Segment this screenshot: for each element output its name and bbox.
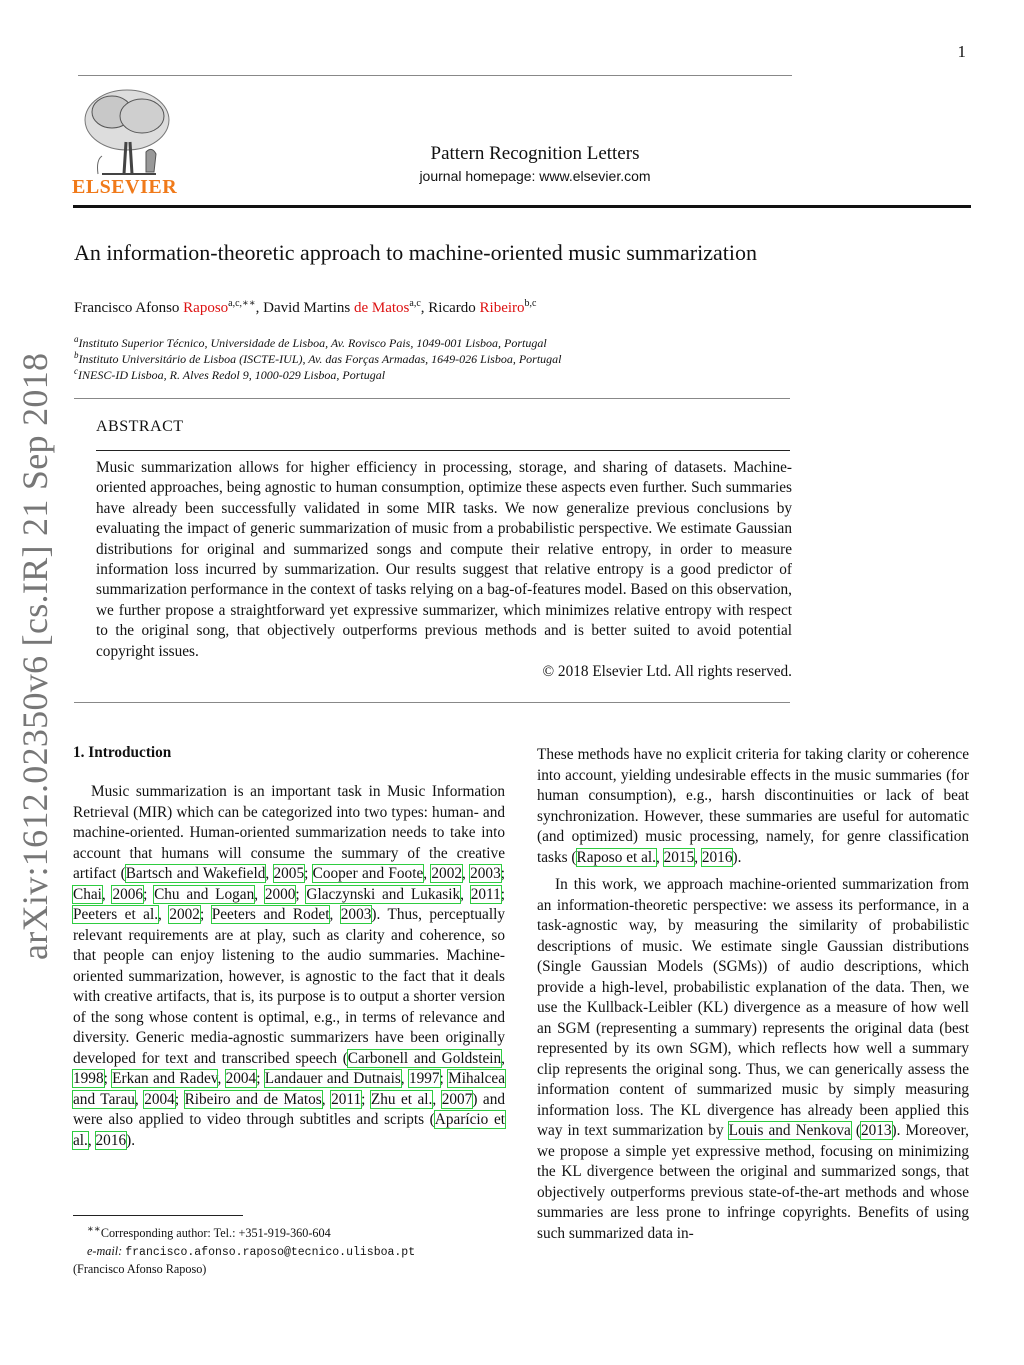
- citation-link[interactable]: Zhu et al.: [370, 1090, 433, 1108]
- author-link-raposo[interactable]: Raposo: [183, 300, 229, 316]
- paragraph-text: These methods have no explicit criteria for taking clarity or coherence into account, yielding undesirable effects in the music summaries (for human consumption), e.g., harsh discontinuities or lack of beat synchronization. However, these summaries are useful for automatic (and optimized) music processing, namely, for genre classification tasks (: [537, 746, 969, 866]
- citation-link[interactable]: 2011: [331, 1090, 362, 1108]
- citation-link[interactable]: Chu and Logan: [154, 885, 255, 903]
- citation-link[interactable]: Carbonell and Goldstein: [347, 1049, 502, 1067]
- footnote-line: [73, 1221, 505, 1243]
- footnote-text: Corresponding author: Tel.: +351-919-360-604: [100, 1226, 331, 1241]
- elsevier-wordmark: ELSEVIER: [72, 176, 178, 198]
- paragraph-text: ). Thus, perceptually relevant requirements are at play, such as clarity and coherence, so that people can enjoy listening to the audio summaries. Machine-oriented summarization, however, is agnostic to the fact that it deals with creative artifacts, that is, its purpose is to output a shorter version of the song whose content is optimal, e.g., in terms of relevance and diversity. Generic media-agnostic summarizers have been originally developed for text and transcribed speech (: [73, 906, 505, 1067]
- citation-link[interactable]: 2016: [95, 1131, 127, 1149]
- abstract-heading-rule: [96, 450, 790, 451]
- citation-link[interactable]: 2015: [663, 848, 695, 866]
- header-top-rule: [78, 75, 792, 76]
- author-affil-sup: a,c: [409, 298, 421, 309]
- citation-link[interactable]: Louis and Nenkova: [728, 1122, 851, 1139]
- citation-link[interactable]: Aparício et al.: [73, 1111, 505, 1149]
- author-list: [74, 298, 536, 317]
- citation-link[interactable]: 2003: [470, 865, 501, 882]
- affiliation-text: INESC-ID Lisboa, R. Alves Redol 9, 1000-029 Lisboa, Portugal: [78, 368, 386, 382]
- author-affil-sup: a,c,∗∗: [228, 298, 256, 309]
- affiliation-text: Instituto Superior Técnico, Universidade de Lisboa, Av. Rovisco Pais, 1049-001 Lisboa, Portugal: [78, 336, 547, 350]
- citation-link[interactable]: 2006: [112, 885, 144, 903]
- copyright-notice: © 2018 Elsevier Ltd. All rights reserved.: [542, 663, 792, 680]
- author-first-name: Francisco Afonso: [74, 300, 184, 316]
- abstract-body: Music summarization allows for higher efficiency in processing, storage, and sharing of datasets. Machine-oriented approaches, being agnostic to human consumption, optimize these aspects even further. Such summaries have already been successfully validated in some MIR tasks. We now generalize previous conclusions by evaluating the impact of generic summarization of music from a probabilistic perspective. We estimate Gaussian distributions for original and summarized songs and compute their relative entropy, in order to measure information loss incurred by summarization. Our results suggest that relative entropy is a good predictor of summarization performance in the context of tasks relying on a bag-of-features model. Based on this observation, we further propose a straightforward yet expressive summarizer, which minimizes relative entropy with respect to the original song, that objectively outperforms previous methods and is better suited to avoid potential copyright issues.: [96, 459, 792, 660]
- citation-link[interactable]: 2000: [264, 885, 296, 903]
- citation-link[interactable]: Peeters and Rodet: [211, 906, 330, 923]
- intro-paragraph-1: Music summarization is an important task in Music Information Retrieval (MIR) which can be categorized into two types: human- and machine-oriented. Human-oriented summarization needs to take into account that humans will consume the summary of the creative artifact (Bartsch and Wakefield, 2005; Cooper and Foote, 2002, 2003; Chai, 2006; Chu and Logan, 2000; Glaczynski and Lukasik, 2011; Peeters et al., 2002; Peeters and Rodet, 2003). Thus, perceptually relevant requirements are at play, such as clarity and coherence, so that people can enjoy listening to the audio summaries. Machine-oriented summarization, however, is agnostic to the fact that it deals with creative artifacts, that is, its purpose is to output a shorter version of the song whose content is optimal, e.g., in terms of relevance and diversity. Generic media-agnostic summarizers have been originally developed for text and transcribed speech (Carbonell and Goldstein, 1998; Erkan and Radev, 2004; Landauer and Dutnais, 1997; Mihalcea and Tarau, 2004; Ribeiro and de Matos, 2011; Zhu et al., 2007) and were also applied to video through subtitles and scripts (Aparício et al., 2016).: [73, 783, 506, 1149]
- paragraph-text: In this work, we approach machine-oriented summarization from an information-theoretic perspective: we assess its performance, in a task-agnostic way, by measuring the similarity of probabilistic descriptions of music. We estimate single Gaussian distributions (Single Gaussian Models (SGMs)) of audio descriptions, which provide a high-level, probabilistic explanation of the data. Then, we use the Kullback-Leibler (KL) divergence as a measure of how well an SGM (representing a summary) represents the original data (best represented by its own SGM), which reflects how well a summary clip represents the original song. Thus, we can generically assess the information content of summarized music by simply measuring information loss. The KL divergence has already been applied this way in text summarization by: [537, 876, 969, 1139]
- citation-link[interactable]: 2007: [441, 1090, 473, 1108]
- citation-link[interactable]: 2016: [701, 848, 733, 866]
- arxiv-identifier: arXiv:1612.02350v6 [cs.IR] 21 Sep 2018: [15, 352, 55, 960]
- journal-homepage[interactable]: journal homepage: www.elsevier.com: [419, 168, 651, 184]
- citation-link[interactable]: 1998: [73, 1070, 104, 1087]
- paragraph-text: ).: [126, 1131, 136, 1149]
- affiliation-mark: b: [74, 350, 79, 360]
- footnote-rule: [73, 1215, 243, 1216]
- citation-link[interactable]: 2002: [431, 865, 462, 882]
- journal-title: Pattern Recognition Letters: [430, 143, 640, 164]
- citation-link[interactable]: 2004: [225, 1070, 257, 1087]
- footnote: [73, 1221, 505, 1279]
- footnote-line: [73, 1243, 505, 1262]
- paragraph-text: ) and were also applied to video through subtitles and scripts (: [73, 1090, 505, 1128]
- citation-link[interactable]: 2002: [169, 906, 200, 923]
- affiliation-mark: a: [74, 334, 79, 344]
- paragraph-text: ). Moreover, we propose a simple yet expressive method, focusing on minimizing the KL divergence between the original and summarized songs, that objectively outperforms previous state-of-the-art methods and whose summaries are less prone to infringe copyrights. Benefits of using such summarized data in-: [537, 1122, 969, 1242]
- header-thick-rule: [73, 205, 971, 208]
- email-label: e-mail:: [87, 1243, 126, 1258]
- citation-link[interactable]: Chai: [73, 885, 102, 903]
- footnote-mark: ∗∗: [87, 1224, 101, 1235]
- intro-paragraph-2: These methods have no explicit criteria for taking clarity or coherence into account, yielding undesirable effects in the music summaries (for human consumption), e.g., harsh discontinuities or lack of beat synchronization. However, these summaries are useful for automatic (and optimized) music processing, namely, for genre classification tasks (Raposo et al., 2015, 2016).: [537, 746, 969, 866]
- citation-link[interactable]: Cooper and Foote: [312, 865, 424, 882]
- author-email[interactable]: francisco.afonso.raposo@tecnico.ulisboa.pt: [125, 1245, 416, 1259]
- paragraph-text: Music summarization is an important task in Music Information Retrieval (MIR) which can be categorized into two types: human- and machine-oriented. Human-oriented summarization needs to take into account that humans will consume the summary of the creative artifact (: [73, 783, 505, 882]
- affiliation-c: [74, 366, 385, 383]
- citation-link[interactable]: 2005: [273, 865, 305, 882]
- paper-title: An information-theoretic approach to machine-oriented music summarization: [74, 240, 757, 265]
- citation-link[interactable]: Landauer and Dutnais: [264, 1070, 401, 1087]
- citation-link[interactable]: 1997: [408, 1070, 440, 1087]
- affiliation-text: Instituto Universitário de Lisboa (ISCTE-IUL), Av. das Forças Armadas, 1649-026 Lisboa, Portugal: [78, 352, 562, 366]
- affiliation-mark: c: [74, 366, 78, 376]
- citation-link[interactable]: Mihalcea and Tarau: [73, 1070, 506, 1108]
- page-number: 1: [957, 42, 966, 61]
- citation-link[interactable]: 2003: [340, 906, 372, 923]
- right-column: [537, 745, 969, 1244]
- author-affil-sup: b,c: [524, 298, 537, 309]
- left-column: [73, 782, 505, 1151]
- paragraph-text: ).: [732, 848, 742, 866]
- author-link-de-matos[interactable]: de Matos: [353, 300, 410, 316]
- author-separator: , Ricardo: [420, 300, 480, 316]
- abstract-bottom-rule: [74, 702, 790, 703]
- citation-link[interactable]: Erkan and Radev: [112, 1070, 218, 1087]
- citation-link[interactable]: Peeters et al.: [73, 906, 159, 923]
- citation-link[interactable]: 2011: [470, 885, 501, 903]
- citation-link[interactable]: 2013: [860, 1122, 892, 1139]
- abstract-heading: ABSTRACT: [96, 418, 184, 435]
- citation-link[interactable]: Bartsch and Wakefield: [125, 865, 266, 882]
- author-separator: , David Martins: [255, 300, 354, 316]
- section-heading-introduction: 1. Introduction: [73, 744, 172, 761]
- abstract-top-rule: [74, 398, 790, 399]
- footnote-line: (Francisco Afonso Raposo): [73, 1262, 207, 1277]
- citation-link[interactable]: Raposo et al.: [576, 848, 656, 866]
- intro-paragraph-3: In this work, we approach machine-oriented summarization from an information-theoretic perspective: we assess its performance, in a task-agnostic way, by measuring the similarity of probabilistic descriptions of music. We estimate single Gaussian distributions (Single Gaussian Models (SGMs)) of audio descriptions, which provide a high-level, probabilistic explanation of the data. Then, we use the Kullback-Leibler (KL) divergence as a measure of how well an SGM (representing a summary) represents the original data (best represented by its own SGM), which reflects how well a summary clip represents the original song. Thus, we can generically assess the information content of summarized music by simply measuring information loss. The KL divergence has already been applied this way in text summarization by Louis and Nenkova (2013). Moreover, we propose a simple yet expressive method, focusing on minimizing the KL divergence between the original and summarized songs, that objectively outperforms previous state-of-the-art methods and whose summaries are less prone to infringe copyrights. Benefits of using such summarized data in-: [537, 876, 969, 1242]
- affiliation-b: [74, 350, 562, 367]
- citation-link[interactable]: 2004: [144, 1090, 175, 1108]
- author-link-ribeiro[interactable]: Ribeiro: [479, 300, 525, 316]
- citation-link[interactable]: Ribeiro and de Matos: [184, 1090, 322, 1108]
- citation-link[interactable]: Glaczynski and Lukasik: [306, 885, 461, 903]
- affiliation-a: [74, 334, 547, 351]
